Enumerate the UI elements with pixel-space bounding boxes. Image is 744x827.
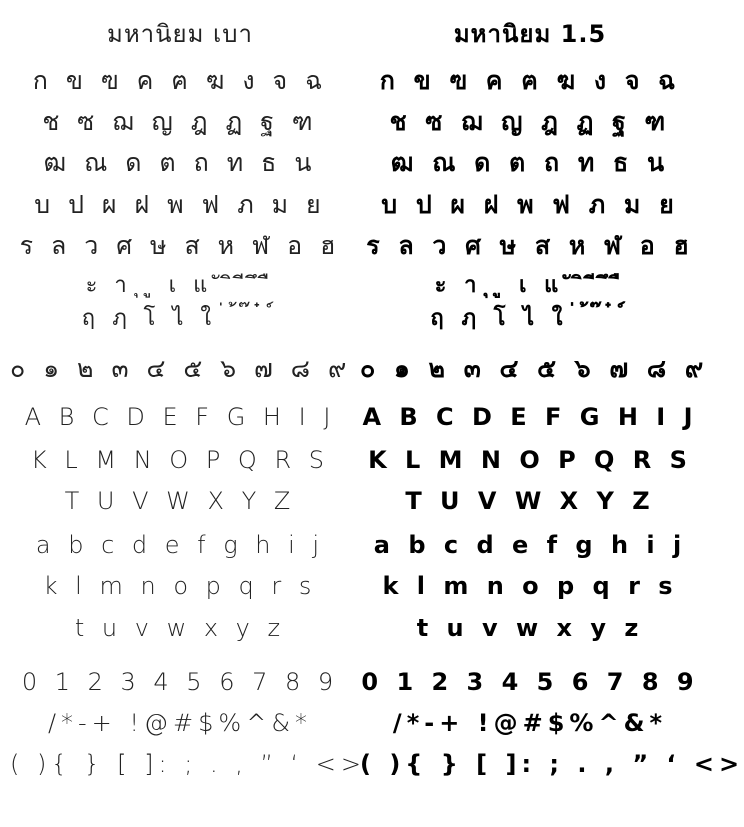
lowercase-row: t u v w x y z [74, 614, 286, 642]
uppercase-row: A B C D E F G H I J [24, 403, 336, 431]
thai-consonants-row: ร ล ว ศ ษ ส ห ฬ อ ฮ [366, 231, 694, 260]
thai-consonants-row: ช ซ ฌ ญ ฎ ฏ ฐ ฑ [42, 107, 318, 136]
symbols-row: /*-+ !@#$%^&* [392, 709, 668, 737]
uppercase-row: K L M N O P Q R S [31, 446, 329, 474]
thai-consonants-row: ก ข ฃ ค ฅ ฆ ง จ ฉ [379, 66, 681, 95]
digits-row: 0 1 2 3 4 5 6 7 8 9 [21, 668, 339, 696]
uppercase-row: A B C D E F G H I J [362, 403, 698, 431]
thai-tone-marks-row: ฤ ฦ โ ไ ใ ่ ้ ๊ ๋ ์ [430, 306, 630, 331]
font-title: มหานิยม เบา [107, 20, 253, 48]
thai-digits-row: ๐ ๑ ๒ ๓ ๔ ๕ ๖ ๗ ๘ ๙ [10, 354, 352, 383]
lowercase-row: k l m n o p q r s [382, 572, 678, 600]
specimen-light [10, 0, 366, 827]
punctuation-row: ( ){ } [ ]: ; . , ” ‘ <> [10, 750, 366, 778]
lowercase-row: a b c d e f g h i j [35, 531, 325, 559]
thai-tone-marks-row: ฤ ฦ โ ไ ใ ่ ้ ๊ ๋ ์ [81, 306, 279, 331]
thai-consonants-row: ฒ ณ ด ต ถ ท ธ น [390, 148, 670, 177]
thai-consonants-row: บ ป ผ ฝ พ ฟ ภ ม ย [381, 190, 679, 219]
specimen-1-5 [360, 0, 744, 827]
thai-consonants-row: ก ข ฃ ค ฅ ฆ ง จ ฉ [32, 66, 328, 95]
lowercase-row: t u v w x y z [416, 614, 644, 642]
thai-consonants-row: บ ป ผ ฝ พ ฟ ภ ม ย [34, 190, 326, 219]
uppercase-row: T U V W X Y Z [64, 487, 296, 515]
thai-consonants-row: ร ล ว ศ ษ ส ห ฬ อ ฮ [19, 231, 341, 260]
thai-digits-row: ๐ ๑ ๒ ๓ ๔ ๕ ๖ ๗ ๘ ๙ [360, 354, 709, 383]
thai-consonants-row: ช ซ ฌ ญ ฎ ฏ ฐ ฑ [389, 107, 671, 136]
thai-vowels-row: ะ า ุ ู เ แ ั ิ ี ึ ื [434, 273, 626, 298]
digits-row: 0 1 2 3 4 5 6 7 8 9 [361, 668, 699, 696]
thai-consonants-row: ฒ ณ ด ต ถ ท ธ น [43, 148, 317, 177]
symbols-row: /*-+ !@#$%^&* [47, 709, 313, 737]
lowercase-row: a b c d e f g h i j [373, 531, 687, 559]
punctuation-row: ( ){ } [ ]: ; . , ” ‘ <> [360, 750, 744, 778]
font-title: มหานิยม 1.5 [453, 20, 607, 48]
uppercase-row: K L M N O P Q R S [368, 446, 692, 474]
thai-vowels-row: ะ า ุ ู เ แ ั ิ ี ึ ื [85, 273, 275, 298]
uppercase-row: T U V W X Y Z [405, 487, 655, 515]
lowercase-row: k l m n o p q r s [43, 572, 317, 600]
